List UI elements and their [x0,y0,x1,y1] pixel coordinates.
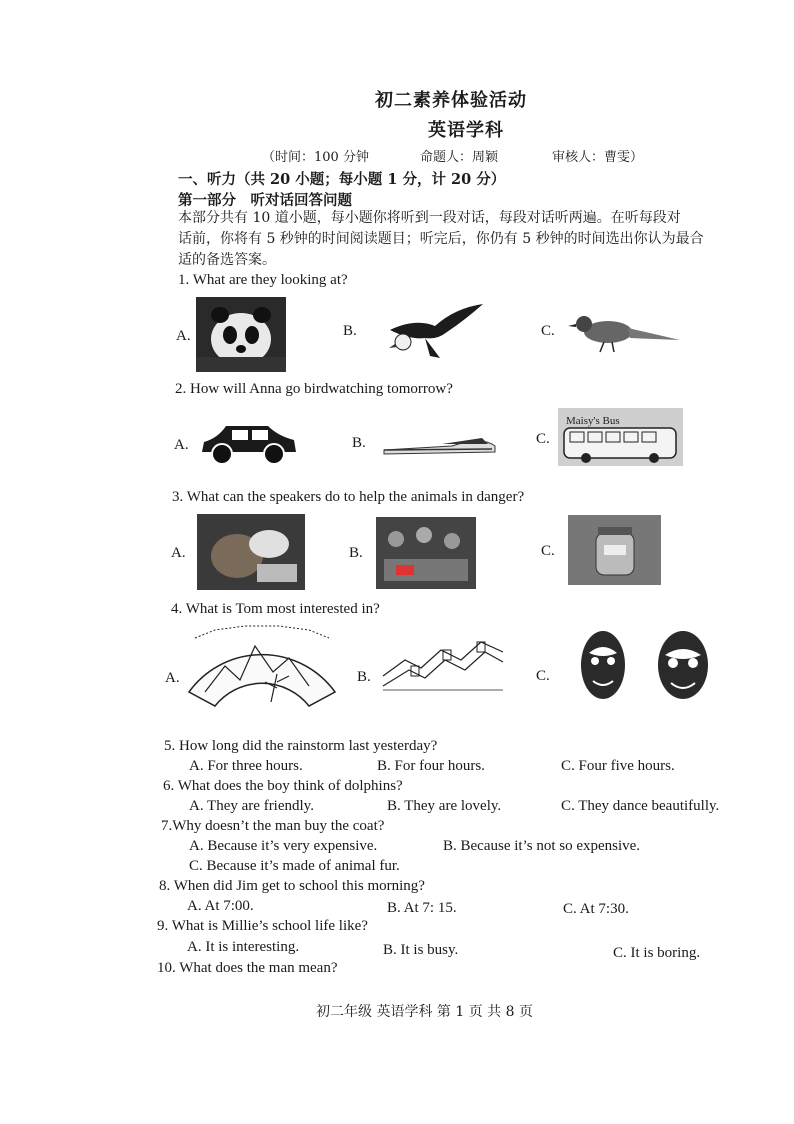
option-c[interactable]: C. At 7:30. [563,901,629,917]
section-intro [178,208,753,271]
car-icon[interactable] [198,418,300,466]
intro-line: 话前，你将有 5 秒钟的时间阅读题目；听完后，你仍有 5 秒钟的时间选出你认为最合 [178,231,704,247]
question-9: 9. What is Millie’s school life like? [157,918,368,934]
question-3: 3. What can the speakers do to help the animals in danger? [172,489,525,505]
great-wall-drawing[interactable] [381,630,505,692]
question-4: 4. What is Tom most interested in? [171,601,380,617]
option-a[interactable]: A. They are friendly. [189,798,314,814]
question-5: 5. How long did the rainstorm last yesterday? [164,738,438,754]
intro-line: 适的备选答案。 [178,252,276,268]
bird-photo[interactable] [568,310,683,355]
option-b-label[interactable]: B. [357,669,371,685]
option-c[interactable]: C. It is boring. [613,945,701,961]
page-footer: 初二年级 英语学科 第 1 页 共 8 页 [316,1004,533,1020]
exam-reviewer: 审核人：曹雯） [552,150,644,165]
option-a-label[interactable]: A. [171,545,186,561]
option-a-label[interactable]: A. [176,328,191,344]
subject-title: 英语学科 [428,120,504,141]
option-b[interactable]: B. They are lovely. [387,798,502,814]
question-1: 1. What are they looking at? [178,272,348,288]
option-c[interactable]: C. Four five hours. [561,758,675,774]
option-b[interactable]: B. It is busy. [383,942,459,958]
panda-photo[interactable] [196,297,286,372]
train-icon[interactable] [382,428,497,456]
option-a[interactable]: A. For three hours. [189,758,303,774]
option-a[interactable]: A. At 7:00. [187,898,254,914]
option-b[interactable]: B. For four hours. [377,758,485,774]
option-b-label[interactable]: B. [349,545,363,561]
exam-time: （时间：100 分钟 [262,150,369,165]
option-a-label[interactable]: A. [174,437,189,453]
intro-line: 本部分共有 10 道小题，每小题你将听到一段对话，每段对话听两遍。在听每段对 [178,210,681,226]
animal-photo-a[interactable] [197,514,305,590]
option-a[interactable]: A. It is interesting. [187,939,300,955]
bus-photo[interactable] [558,408,683,466]
opera-masks[interactable] [577,627,712,703]
part-heading: 第一部分 听对话回答问题 [178,192,352,209]
question-10: 10. What does the man mean? [157,960,338,976]
section-heading: 一、听力（共 20 小题；每小题 1 分，计 20 分） [178,171,506,188]
crowd-photo-b[interactable] [376,517,476,589]
option-a[interactable]: A. Because it’s very expensive. [189,838,378,854]
jar-photo-c[interactable] [568,515,661,585]
exam-title: 初二素养体验活动 [375,90,527,111]
option-c-label[interactable]: C. [536,668,550,684]
question-2: 2. How will Anna go birdwatching tomorrow? [175,381,453,397]
bus-sign-text: Maisy's Bus [566,415,620,427]
question-6: 6. What does the boy think of dolphins? [163,778,403,794]
option-c[interactable]: C. They dance beautifully. [561,798,720,814]
question-8: 8. When did Jim get to school this morning? [159,878,425,894]
option-b[interactable]: B. At 7: 15. [387,900,457,916]
option-c[interactable]: C. Because it’s made of animal fur. [189,858,400,874]
option-b-label[interactable]: B. [343,323,357,339]
option-a-label[interactable]: A. [165,670,180,686]
option-b[interactable]: B. Because it’s not so expensive. [443,838,641,854]
question-7: 7.Why doesn’t the man buy the coat? [161,818,385,834]
option-c-label[interactable]: C. [536,431,550,447]
exam-author: 命题人：周颖 [420,150,499,165]
option-b-label[interactable]: B. [352,435,366,451]
option-c-label[interactable]: C. [541,323,555,339]
fan-painting[interactable] [185,622,339,708]
eagle-photo[interactable] [385,300,485,362]
option-c-label[interactable]: C. [541,543,555,559]
